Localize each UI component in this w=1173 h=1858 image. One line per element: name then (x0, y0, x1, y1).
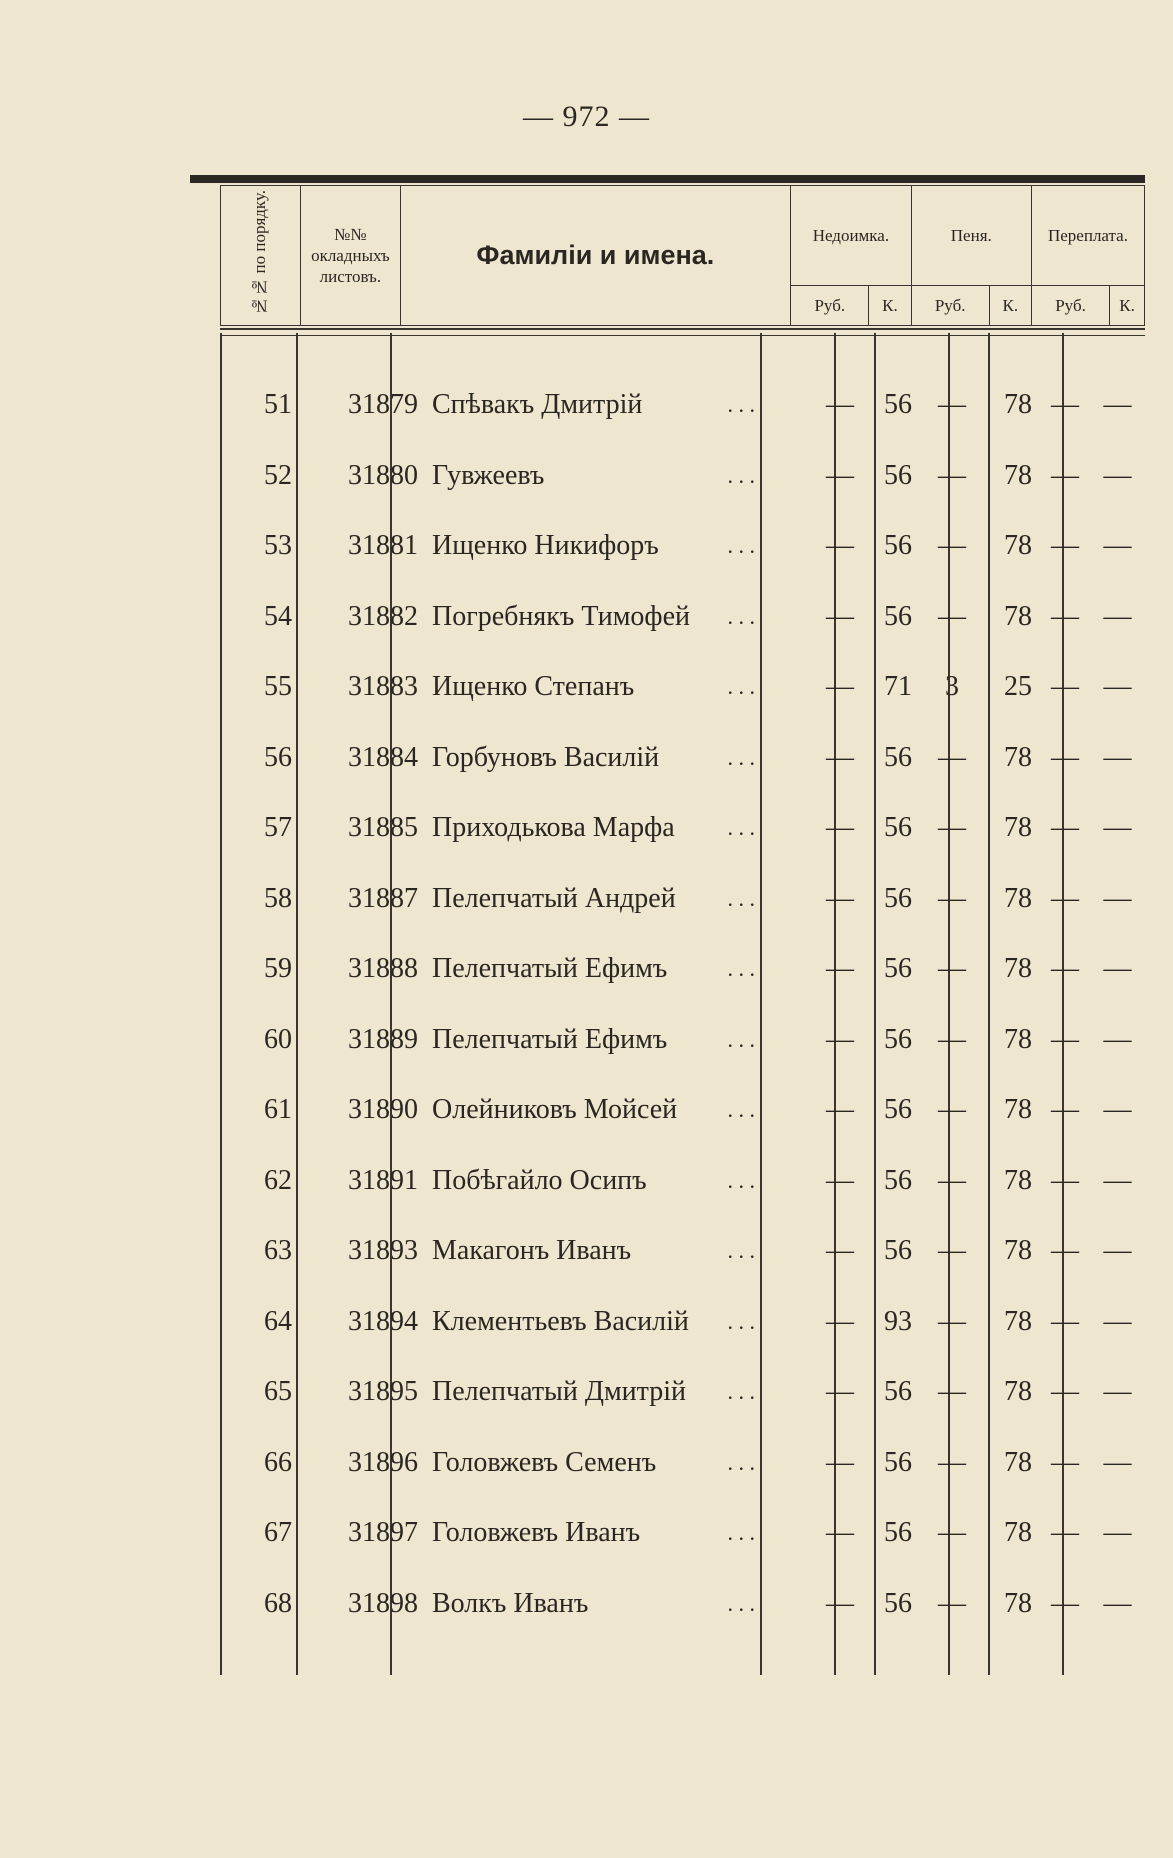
header-penalty-rub: Руб. (911, 286, 989, 326)
overpay-rub: — (1051, 530, 1079, 561)
penalty-kop: 78 (1004, 1446, 1032, 1478)
row-number: 54 (264, 600, 292, 632)
penalty-kop: 78 (1004, 1517, 1032, 1548)
table-row (220, 1090, 1145, 1130)
arrears-rub: — (826, 1235, 854, 1266)
row-number: 56 (264, 741, 292, 773)
table-row (220, 738, 1145, 778)
penalty-kop: 78 (1004, 1376, 1032, 1407)
overpay-rub: — (1051, 1446, 1079, 1478)
person-name: Пелепчатый Ефимъ (432, 953, 668, 984)
sheet-number: 31891 (348, 1164, 418, 1196)
overpay-kop: — (1103, 600, 1132, 632)
header-sheet-no: №№ окладныхъ листовъ. (301, 186, 400, 326)
table-row (220, 1372, 1145, 1412)
arrears-kop: 56 (884, 882, 912, 914)
arrears-kop: 56 (884, 1164, 912, 1196)
table-row (220, 1020, 1145, 1060)
table-row (220, 808, 1145, 848)
leader-dots: . . . (727, 392, 755, 417)
arrears-kop: 56 (884, 459, 912, 491)
leader-dots: . . . (727, 1520, 755, 1545)
row-number: 59 (264, 953, 292, 984)
sheet-number: 31888 (348, 953, 418, 984)
person-name: Ищенко Степанъ (432, 671, 635, 702)
row-number: 66 (264, 1446, 292, 1478)
arrears-rub: — (826, 1023, 854, 1055)
penalty-kop: 78 (1004, 741, 1032, 773)
penalty-kop: 78 (1004, 882, 1032, 914)
overpay-kop: — (1103, 1305, 1132, 1337)
arrears-rub: — (826, 389, 854, 420)
leader-dots: . . . (727, 744, 755, 770)
person-name: Ищенко Никифоръ (432, 530, 659, 561)
penalty-rub: — (938, 741, 966, 773)
penalty-kop: 78 (1004, 1094, 1032, 1125)
arrears-rub: — (826, 812, 854, 843)
person-name: Макагонъ Иванъ (432, 1235, 632, 1266)
row-number: 64 (264, 1305, 292, 1337)
sheet-number: 31890 (348, 1094, 418, 1125)
arrears-rub: — (826, 671, 854, 702)
overpay-kop: — (1103, 1023, 1132, 1055)
arrears-rub: — (826, 1164, 854, 1196)
table-row (220, 1584, 1145, 1624)
row-number: 58 (264, 882, 292, 914)
overpay-kop: — (1103, 1164, 1132, 1196)
header-overpay: Переплата. (1031, 186, 1144, 286)
penalty-rub: — (938, 1094, 966, 1125)
arrears-rub: — (826, 1094, 854, 1125)
header-penalty-kop: К. (989, 286, 1031, 326)
penalty-kop: 78 (1004, 530, 1032, 561)
leader-dots: . . . (727, 1449, 755, 1475)
arrears-rub: — (826, 530, 854, 561)
arrears-rub: — (826, 1446, 854, 1478)
penalty-rub: — (938, 953, 966, 984)
row-number: 61 (264, 1094, 292, 1125)
penalty-kop: 78 (1004, 1587, 1032, 1619)
sheet-number: 31895 (348, 1376, 418, 1407)
leader-dots: . . . (727, 674, 755, 699)
overpay-kop: — (1103, 671, 1132, 702)
row-number: 62 (264, 1164, 292, 1196)
person-name: Клементьевъ Василій (432, 1305, 689, 1337)
table-row (220, 597, 1145, 637)
penalty-kop: 78 (1004, 1164, 1032, 1196)
leader-dots: . . . (727, 603, 755, 629)
arrears-rub: — (826, 1376, 854, 1407)
person-name: Волкъ Иванъ (432, 1587, 589, 1619)
row-number: 63 (264, 1235, 292, 1266)
sheet-number: 31894 (348, 1305, 418, 1337)
person-name: Гувжеевъ (432, 459, 545, 491)
sheet-number: 31881 (348, 530, 418, 561)
arrears-kop: 56 (884, 1446, 912, 1478)
overpay-kop: — (1103, 459, 1132, 491)
penalty-rub: — (938, 1587, 966, 1619)
penalty-rub: — (938, 1446, 966, 1478)
table-row (220, 1302, 1145, 1342)
row-number: 68 (264, 1587, 292, 1619)
leader-dots: . . . (727, 1167, 755, 1193)
penalty-kop: 78 (1004, 389, 1032, 420)
overpay-rub: — (1051, 1376, 1079, 1407)
arrears-rub: — (826, 882, 854, 914)
overpay-rub: — (1051, 1164, 1079, 1196)
penalty-rub: — (938, 530, 966, 561)
overpay-rub: — (1051, 953, 1079, 984)
arrears-kop: 93 (884, 1305, 912, 1337)
overpay-rub: — (1051, 1023, 1079, 1055)
row-number: 65 (264, 1376, 292, 1407)
penalty-kop: 78 (1004, 1305, 1032, 1337)
penalty-kop: 25 (1004, 671, 1032, 702)
person-name: Горбуновъ Василій (432, 741, 660, 773)
arrears-kop: 56 (884, 741, 912, 773)
overpay-rub: — (1051, 1235, 1079, 1266)
arrears-kop: 56 (884, 1094, 912, 1125)
overpay-rub: — (1051, 671, 1079, 702)
overpay-rub: — (1051, 600, 1079, 632)
overpay-kop: — (1103, 1376, 1132, 1407)
row-number: 60 (264, 1023, 292, 1055)
overpay-rub: — (1051, 812, 1079, 843)
sheet-number: 31884 (348, 741, 418, 773)
arrears-kop: 56 (884, 812, 912, 843)
penalty-rub: 3 (945, 671, 959, 702)
row-number: 67 (264, 1517, 292, 1548)
person-name: Головжевъ Иванъ (432, 1517, 641, 1548)
leader-dots: . . . (727, 462, 755, 488)
table-row (220, 949, 1145, 989)
penalty-rub: — (938, 1517, 966, 1548)
penalty-kop: 78 (1004, 1023, 1032, 1055)
header-arrears-rub: Руб. (791, 286, 869, 326)
person-name: Олейниковъ Мойсей (432, 1094, 678, 1125)
row-number: 52 (264, 459, 292, 491)
overpay-rub: — (1051, 389, 1079, 420)
arrears-kop: 56 (884, 389, 912, 420)
person-name: Спѣвакъ Дмитрій (432, 389, 643, 420)
leader-dots: . . . (727, 1590, 755, 1616)
table-row (220, 456, 1145, 496)
penalty-rub: — (938, 1235, 966, 1266)
overpay-kop: — (1103, 389, 1132, 420)
sheet-number: 31898 (348, 1587, 418, 1619)
row-number: 53 (264, 530, 292, 561)
penalty-kop: 78 (1004, 1235, 1032, 1266)
header-penalty: Пеня. (911, 186, 1031, 286)
arrears-kop: 56 (884, 953, 912, 984)
top-rule (190, 175, 1145, 183)
row-number: 51 (264, 389, 292, 420)
person-name: Побѣгайло Осипъ (432, 1164, 647, 1196)
leader-dots: . . . (727, 1097, 755, 1122)
overpay-kop: — (1103, 1517, 1132, 1548)
person-name: Приходькова Марфа (432, 812, 675, 843)
leader-dots: . . . (727, 1379, 755, 1404)
penalty-rub: — (938, 1164, 966, 1196)
header-arrears-kop: К. (869, 286, 911, 326)
table-row (220, 1161, 1145, 1201)
leader-dots: . . . (727, 1238, 755, 1263)
person-name: Головжевъ Семенъ (432, 1446, 657, 1478)
overpay-kop: — (1103, 530, 1132, 561)
table-row (220, 879, 1145, 919)
overpay-kop: — (1103, 741, 1132, 773)
overpay-rub: — (1051, 1587, 1079, 1619)
arrears-rub: — (826, 1517, 854, 1548)
sheet-number: 31896 (348, 1446, 418, 1478)
sheet-number: 31893 (348, 1235, 418, 1266)
arrears-kop: 56 (884, 1235, 912, 1266)
arrears-rub: — (826, 1305, 854, 1337)
leader-dots: . . . (727, 533, 755, 558)
arrears-kop: 71 (884, 671, 912, 702)
penalty-rub: — (938, 1023, 966, 1055)
page-number: — 972 — (523, 100, 650, 133)
leader-dots: . . . (727, 885, 755, 911)
penalty-rub: — (938, 1376, 966, 1407)
penalty-rub: — (938, 882, 966, 914)
arrears-kop: 56 (884, 1023, 912, 1055)
arrears-kop: 56 (884, 530, 912, 561)
header-order-no: №№ по порядку. (221, 186, 301, 326)
table-row (220, 1443, 1145, 1483)
overpay-kop: — (1103, 812, 1132, 843)
arrears-kop: 56 (884, 600, 912, 632)
arrears-kop: 56 (884, 1587, 912, 1619)
header-overpay-rub: Руб. (1031, 286, 1109, 326)
person-name: Погребнякъ Тимофей (432, 600, 690, 632)
ledger-table (220, 185, 1145, 1675)
table-row (220, 526, 1145, 566)
row-number: 57 (264, 812, 292, 843)
overpay-kop: — (1103, 1094, 1132, 1125)
person-name: Пелепчатый Ефимъ (432, 1023, 668, 1055)
table-row (220, 385, 1145, 425)
penalty-rub: — (938, 600, 966, 632)
table-header (220, 185, 1145, 326)
arrears-rub: — (826, 1587, 854, 1619)
sheet-number: 31889 (348, 1023, 418, 1055)
header-overpay-kop: К. (1110, 286, 1145, 326)
person-name: Пелепчатый Андрей (432, 882, 676, 914)
arrears-kop: 56 (884, 1517, 912, 1548)
sheet-number: 31885 (348, 812, 418, 843)
overpay-rub: — (1051, 741, 1079, 773)
overpay-rub: — (1051, 1094, 1079, 1125)
arrears-rub: — (826, 953, 854, 984)
penalty-kop: 78 (1004, 459, 1032, 491)
arrears-kop: 56 (884, 1376, 912, 1407)
overpay-rub: — (1051, 1305, 1079, 1337)
penalty-kop: 78 (1004, 600, 1032, 632)
overpay-kop: — (1103, 1587, 1132, 1619)
overpay-kop: — (1103, 1235, 1132, 1266)
sheet-number: 31882 (348, 600, 418, 632)
overpay-kop: — (1103, 953, 1132, 984)
arrears-rub: — (826, 741, 854, 773)
penalty-kop: 78 (1004, 953, 1032, 984)
table-row (220, 1231, 1145, 1271)
leader-dots: . . . (727, 815, 755, 840)
overpay-rub: — (1051, 459, 1079, 491)
penalty-rub: — (938, 459, 966, 491)
overpay-rub: — (1051, 1517, 1079, 1548)
penalty-rub: — (938, 812, 966, 843)
header-double-rule (220, 328, 1145, 336)
header-arrears: Недоимка. (791, 186, 911, 286)
sheet-number: 31897 (348, 1517, 418, 1548)
sheet-number: 31879 (348, 389, 418, 420)
sheet-number: 31887 (348, 882, 418, 914)
overpay-kop: — (1103, 1446, 1132, 1478)
header-name: Фамиліи и имена. (400, 186, 791, 326)
penalty-rub: — (938, 1305, 966, 1337)
overpay-kop: — (1103, 882, 1132, 914)
leader-dots: . . . (727, 956, 755, 981)
penalty-rub: — (938, 389, 966, 420)
penalty-kop: 78 (1004, 812, 1032, 843)
row-number: 55 (264, 671, 292, 702)
sheet-number: 31883 (348, 671, 418, 702)
leader-dots: . . . (727, 1308, 755, 1334)
arrears-rub: — (826, 600, 854, 632)
sheet-number: 31880 (348, 459, 418, 491)
overpay-rub: — (1051, 882, 1079, 914)
table-row (220, 667, 1145, 707)
table-row (220, 1513, 1145, 1553)
leader-dots: . . . (727, 1026, 755, 1052)
person-name: Пелепчатый Дмитрій (432, 1376, 686, 1407)
arrears-rub: — (826, 459, 854, 491)
